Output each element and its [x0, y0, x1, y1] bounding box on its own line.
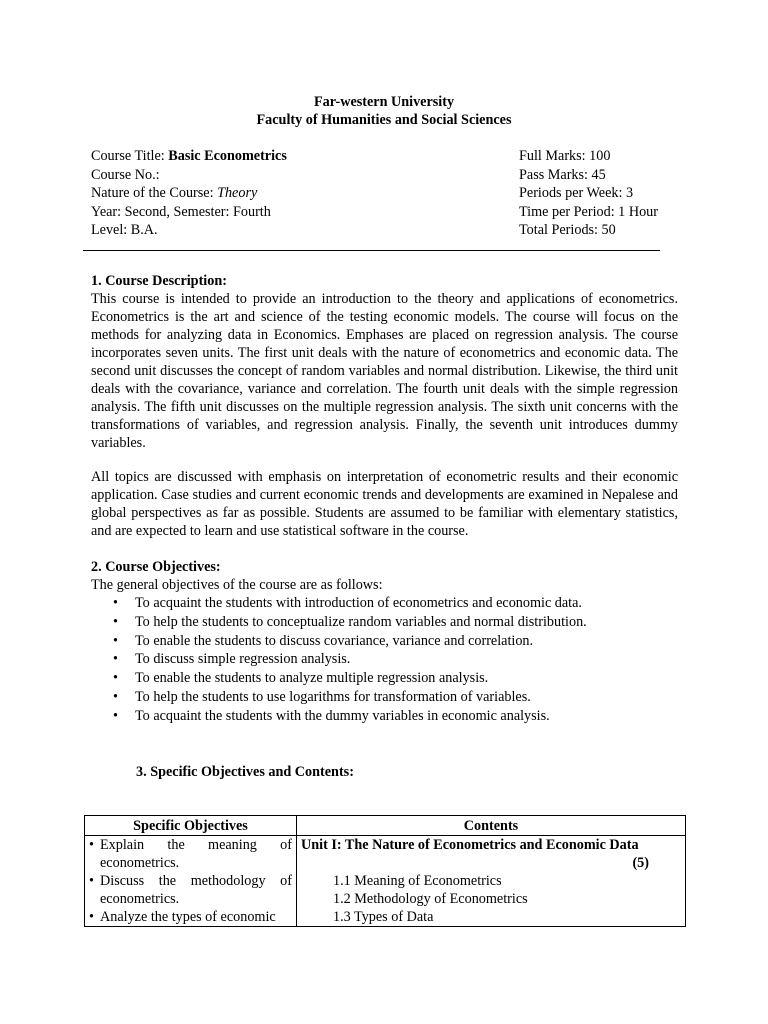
topic-item: 1.2 Methodology of Econometrics [333, 891, 528, 907]
list-item [91, 632, 678, 651]
list-item [89, 908, 292, 926]
course-objectives-intro: The general objectives of the course are as follows: [91, 577, 383, 593]
table-header-objectives: Specific Objectives [85, 816, 297, 836]
objective-text: To help the students to conceptualize random variables and normal distribution. [135, 613, 587, 630]
bullet-icon: • [113, 707, 118, 724]
bullet-icon: • [89, 873, 94, 889]
bullet-icon: • [113, 632, 118, 649]
specific-objective-text: Explain the meaning of econometrics. [100, 837, 292, 871]
course-info-right [519, 147, 719, 240]
objective-text: To acquaint the students with introduction of econometrics and economic data. [135, 595, 582, 611]
course-objectives-section [91, 558, 678, 726]
topic-item: 1.3 Types of Data [333, 909, 434, 925]
university-name: Far-western University [313, 94, 455, 110]
objective-text: To help the students to use logarithms for transformation of variables. [135, 688, 531, 705]
course-objectives-heading: 2. Course Objectives: [91, 559, 221, 575]
header-divider [83, 250, 660, 251]
objective-text: To enable the students to analyze multiple regression analysis. [135, 670, 489, 687]
objectives-list [91, 594, 678, 726]
course-title-line [91, 147, 471, 166]
unit-periods: (5) [632, 855, 649, 871]
course-description-paragraph-2: All topics are discussed with emphasis on interpretation of econometric results and their economic application. Case studies and current economic trends and developments are examined in Nepalese and global perspectives as far as possible. Students are assumed to be familiar with elementary statistics, and are expected to learn and use statistical software in the course. [91, 469, 678, 539]
objectives-contents-table [84, 815, 686, 927]
course-nature-label: Nature of the Course: [91, 185, 214, 201]
unit-title: Unit I: The Nature of Econometrics and Economic Data [301, 837, 639, 853]
bullet-icon: • [89, 909, 94, 925]
time-per-period: Time per Period: 1 Hour [519, 203, 658, 220]
list-item [91, 613, 678, 632]
table-header-row [85, 816, 686, 836]
total-periods: Total Periods: 50 [519, 222, 616, 238]
course-description-heading: 1. Course Description: [91, 273, 227, 289]
bullet-icon: • [113, 613, 118, 630]
topic-item: 1.1 Meaning of Econometrics [333, 873, 502, 889]
year-semester-line: Year: Second, Semester: Fourth [91, 203, 271, 220]
faculty-name: Faculty of Humanities and Social Sciences [256, 112, 512, 128]
list-item [89, 872, 292, 908]
objectives-cell [85, 836, 297, 927]
specific-objectives-heading: 3. Specific Objectives and Contents: [136, 764, 354, 780]
bullet-icon: • [113, 651, 118, 668]
list-item [91, 650, 678, 669]
pass-marks: Pass Marks: 45 [519, 166, 606, 183]
bullet-icon: • [113, 688, 118, 705]
table-header-contents: Contents [297, 816, 686, 836]
objective-text: To acquaint the students with the dummy variables in economic analysis. [135, 707, 550, 724]
specific-objective-text: Analyze the types of economic [100, 909, 276, 925]
specific-objective-text: Discuss the methodology of econometrics. [100, 873, 292, 907]
course-nature-value: Theory [217, 185, 258, 201]
bullet-icon: • [113, 670, 118, 687]
level-line: Level: B.A. [91, 222, 158, 238]
list-item [91, 594, 678, 613]
course-title-value: Basic Econometrics [168, 148, 287, 164]
full-marks: Full Marks: 100 [519, 148, 611, 164]
list-item [91, 688, 678, 707]
course-info-left [91, 147, 471, 240]
bullet-icon: • [113, 595, 118, 611]
objective-text: To discuss simple regression analysis. [135, 651, 351, 668]
course-description-section [91, 272, 678, 452]
periods-per-week: Periods per Week: 3 [519, 185, 634, 201]
contents-cell [297, 836, 686, 927]
list-item [89, 836, 292, 872]
bullet-icon: • [89, 837, 94, 853]
course-description-paragraph-1: This course is intended to provide an introduction to the theory and applications of econometrics. Econometrics is the art and science of the testing economic models. The course will focus on the methods for analyzing data in Economics. Emphases are placed on regression analysis. The course incorporates seven units. The first unit deals with the nature of econometrics and economic data. The second unit discusses the concept of random variables and normal distribution. Likewise, the third unit deals with the covariance, variance and correlation. The fourth unit deals with the simple regression analysis. The fifth unit discusses on the multiple regression analysis. The sixth unit concerns with the transformations of variables, and regression analysis. Finally, the seventh unit introduces dummy variables. [91, 291, 678, 451]
table-row [85, 836, 686, 927]
course-title-label: Course Title: [91, 148, 165, 164]
course-no-line: Course No.: [91, 166, 160, 183]
course-nature-line [91, 184, 471, 203]
objective-text: To enable the students to discuss covariance, variance and correlation. [135, 632, 534, 649]
list-item [91, 669, 678, 688]
list-item [91, 707, 678, 726]
